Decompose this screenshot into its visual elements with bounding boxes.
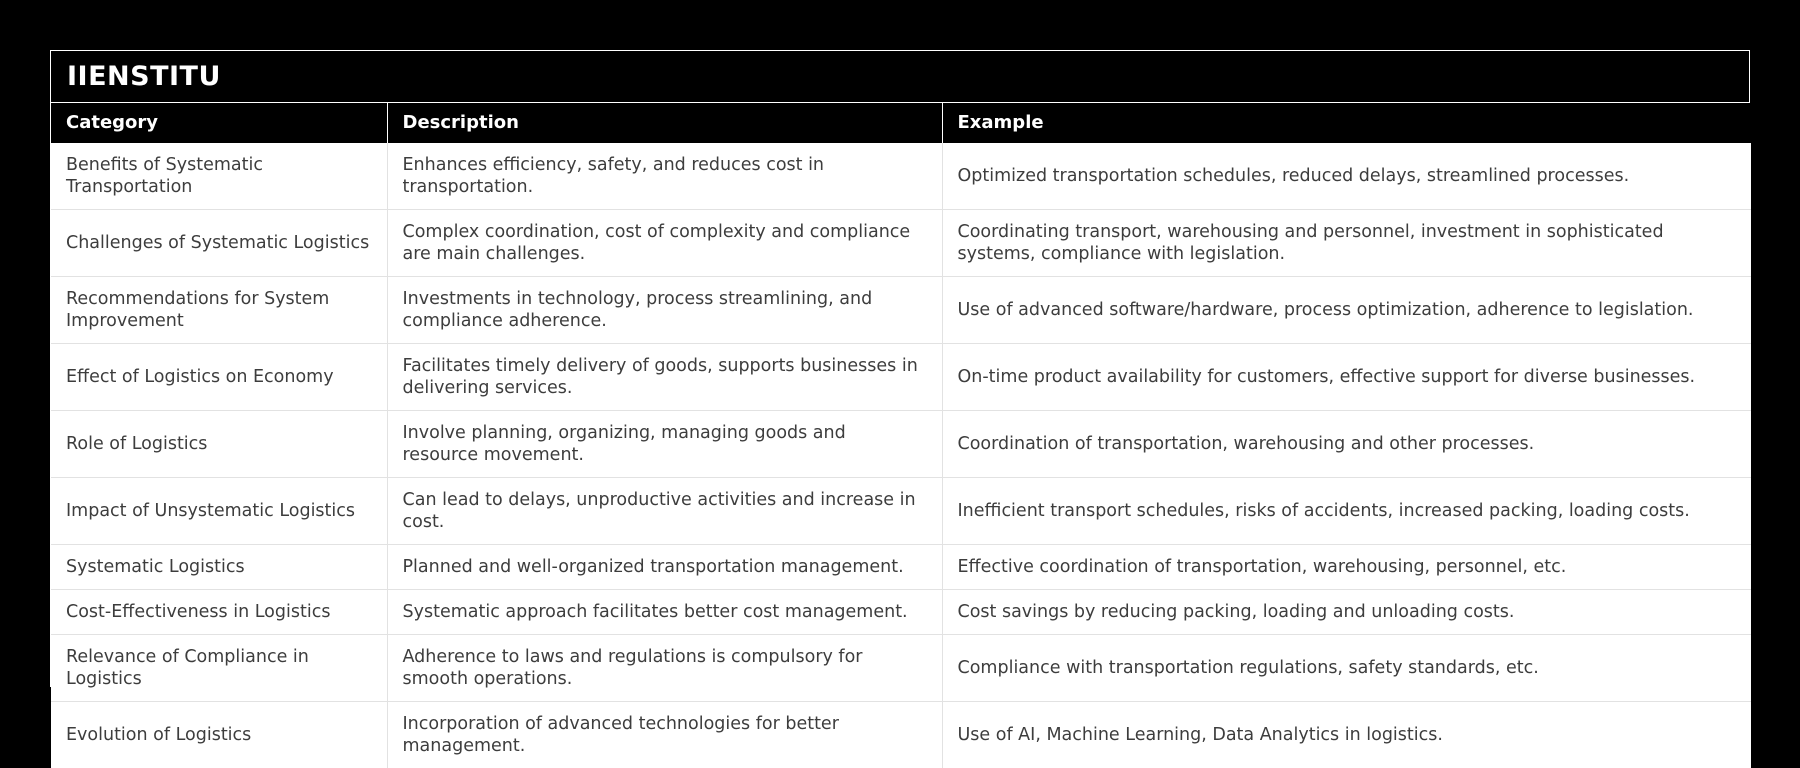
cell-example: On-time product availability for customers, effective support for diverse businesses. <box>942 344 1751 411</box>
table-body <box>51 143 1751 768</box>
cell-example: Effective coordination of transportation, warehousing, personnel, etc. <box>942 545 1751 590</box>
table-row <box>51 478 1751 545</box>
cell-description: Can lead to delays, unproductive activities and increase in cost. <box>387 478 942 545</box>
table-row <box>51 590 1751 635</box>
cell-example: Optimized transportation schedules, reduced delays, streamlined processes. <box>942 143 1751 210</box>
table-row <box>51 702 1751 768</box>
table-row <box>51 277 1751 344</box>
cell-category: Cost-Effectiveness in Logistics <box>51 590 387 635</box>
cell-category: Recommendations for System Improvement <box>51 277 387 344</box>
cell-category: Challenges of Systematic Logistics <box>51 210 387 277</box>
table-row <box>51 545 1751 590</box>
logistics-table-card <box>50 50 1750 687</box>
cell-category: Effect of Logistics on Economy <box>51 344 387 411</box>
cell-example: Use of AI, Machine Learning, Data Analytics in logistics. <box>942 702 1751 768</box>
cell-category: Relevance of Compliance in Logistics <box>51 635 387 702</box>
cell-description: Planned and well-organized transportation management. <box>387 545 942 590</box>
cell-category: Role of Logistics <box>51 411 387 478</box>
cell-category: Evolution of Logistics <box>51 702 387 768</box>
cell-description: Adherence to laws and regulations is compulsory for smooth operations. <box>387 635 942 702</box>
cell-description: Systematic approach facilitates better cost management. <box>387 590 942 635</box>
cell-description: Incorporation of advanced technologies for better management. <box>387 702 942 768</box>
cell-example: Inefficient transport schedules, risks of accidents, increased packing, loading costs. <box>942 478 1751 545</box>
cell-category: Systematic Logistics <box>51 545 387 590</box>
cell-example: Cost savings by reducing packing, loading and unloading costs. <box>942 590 1751 635</box>
table-row <box>51 635 1751 702</box>
table-row <box>51 143 1751 210</box>
cell-description: Involve planning, organizing, managing goods and resource movement. <box>387 411 942 478</box>
cell-description: Investments in technology, process streamlining, and compliance adherence. <box>387 277 942 344</box>
cell-category: Impact of Unsystematic Logistics <box>51 478 387 545</box>
table-row <box>51 210 1751 277</box>
cell-description: Complex coordination, cost of complexity and compliance are main challenges. <box>387 210 942 277</box>
column-header-example: Example <box>942 103 1751 143</box>
table-row <box>51 411 1751 478</box>
cell-category: Benefits of Systematic Transportation <box>51 143 387 210</box>
cell-description: Facilitates timely delivery of goods, supports businesses in delivering services. <box>387 344 942 411</box>
cell-example: Compliance with transportation regulations, safety standards, etc. <box>942 635 1751 702</box>
cell-example: Use of advanced software/hardware, process optimization, adherence to legislation. <box>942 277 1751 344</box>
cell-example: Coordinating transport, warehousing and personnel, investment in sophisticated systems, compliance with legislation. <box>942 210 1751 277</box>
cell-description: Enhances efficiency, safety, and reduces cost in transportation. <box>387 143 942 210</box>
logistics-table <box>51 103 1751 768</box>
card-title: IIENSTITU <box>51 51 1749 103</box>
column-header-category: Category <box>51 103 387 143</box>
table-header <box>51 103 1751 143</box>
table-row <box>51 344 1751 411</box>
table-header-row <box>51 103 1751 143</box>
column-header-description: Description <box>387 103 942 143</box>
cell-example: Coordination of transportation, warehousing and other processes. <box>942 411 1751 478</box>
